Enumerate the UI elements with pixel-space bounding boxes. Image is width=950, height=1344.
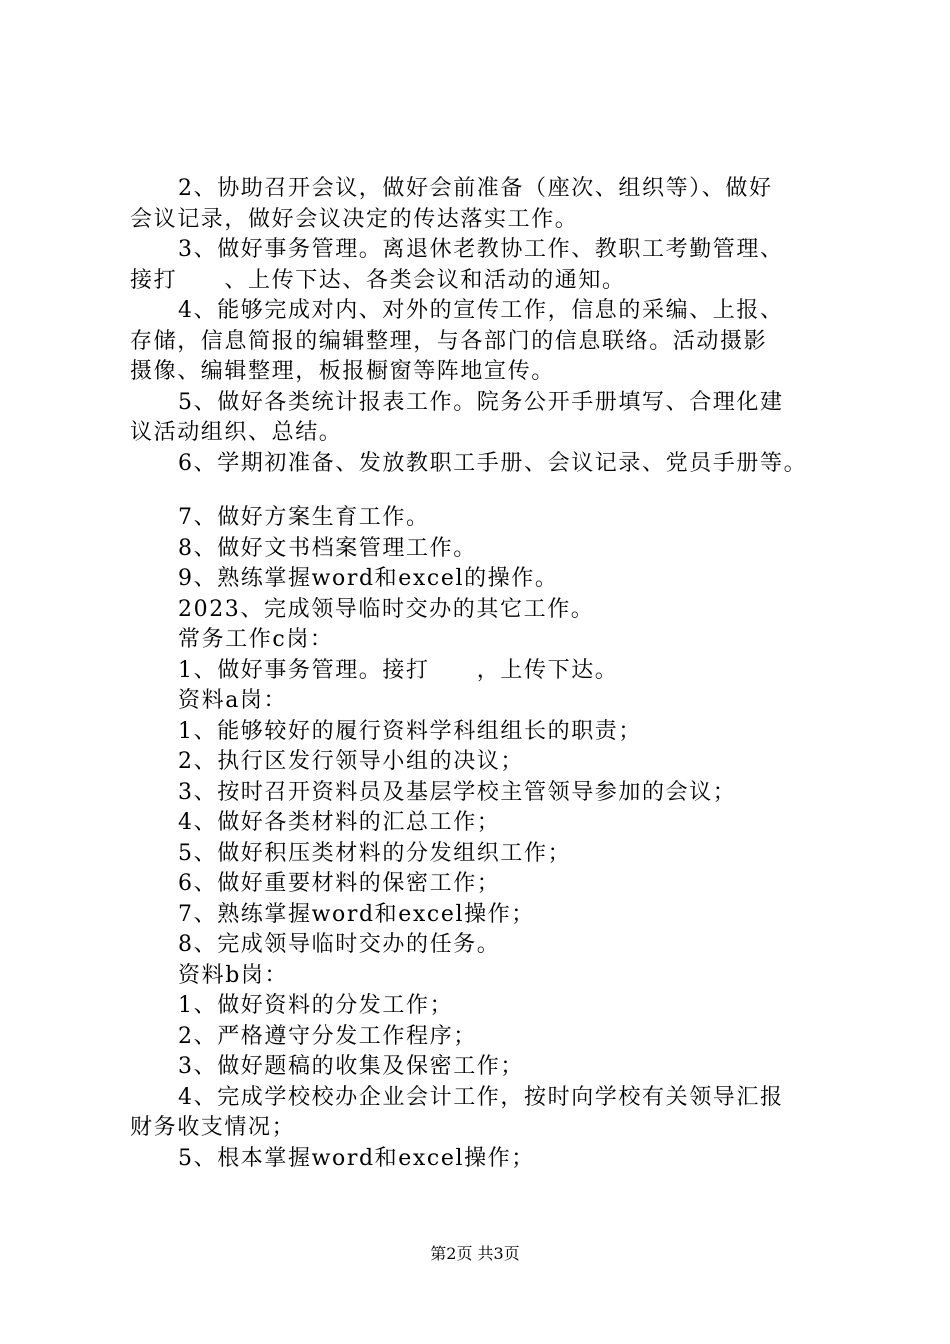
text-line: 常务工作c岗：: [178, 627, 334, 652]
text-line: 1、能够较好的履行资料学科组组长的职责；: [178, 718, 642, 744]
text-line: 8、做好文书档案管理工作。: [178, 535, 477, 561]
text-line: 2、协助召开会议，做好会前准备（座次、组织等）、做好: [178, 176, 773, 201]
text-line: 4、完成学校校办企业会计工作，按时向学校有关领导汇报: [178, 1084, 784, 1110]
text-line: 6、做好重要材料的保密工作；: [178, 871, 501, 896]
text-line: 资料b岗：: [178, 962, 289, 988]
text-line: 2、执行区发行领导小组的决议；: [178, 749, 524, 774]
text-line: 7、熟练掌握word和excel操作；: [178, 901, 535, 927]
text-line: 资料a岗：: [178, 688, 288, 713]
document-body: [130, 174, 840, 1174]
text-line: 接打 、上传下达、各类会议和活动的通知。: [130, 267, 626, 293]
text-line: 议活动组织、总结。: [130, 420, 343, 445]
text-line: 3、做好题稿的收集及保密工作；: [178, 1054, 524, 1079]
text-line: 8、完成领导临时交办的任务。: [178, 932, 501, 957]
text-line: 6、学期初准备、发放教职工手册、会议记录、党员手册等。: [178, 450, 808, 476]
paragraph-gap: [130, 479, 840, 503]
text-line: 2、严格遵守分发工作程序；: [178, 1023, 477, 1049]
text-line: 摄像、编辑整理，板报橱窗等阵地宣传。: [130, 359, 555, 384]
text-line: 1、做好事务管理。接打 ，上传下达。: [178, 657, 619, 683]
text-line: 财务收支情况；: [130, 1115, 296, 1140]
text-line: 3、按时召开资料员及基层学校主管领导参加的会议；: [178, 779, 737, 805]
text-line: 4、做好各类材料的汇总工作；: [178, 810, 501, 835]
text-line: 5、根本掌握word和excel操作；: [178, 1145, 535, 1171]
text-line: 2023、完成领导临时交办的其它工作。: [178, 596, 595, 622]
text-line: 4、能够完成对内、对外的宣传工作，信息的采编、上报、: [178, 298, 784, 323]
page-footer: 第2页 共3页: [430, 1244, 520, 1263]
text-line: 1、做好资料的分发工作；: [178, 993, 454, 1018]
text-line: 3、做好事务管理。离退休老教协工作、教职工考勤管理、: [178, 237, 784, 262]
text-line: 5、做好各类统计报表工作。院务公开手册填写、合理化建: [178, 389, 784, 415]
text-line: 会议记录，做好会议决定的传达落实工作。: [130, 206, 579, 232]
text-line: 存储，信息简报的编辑整理，与各部门的信息联络。活动摄影: [130, 328, 768, 354]
text-line: 5、做好积压类材料的分发组织工作；: [178, 840, 572, 866]
text-line: 7、做好方案生育工作。: [178, 505, 430, 530]
text-line: 9、熟练掌握word和excel的操作。: [178, 566, 559, 591]
